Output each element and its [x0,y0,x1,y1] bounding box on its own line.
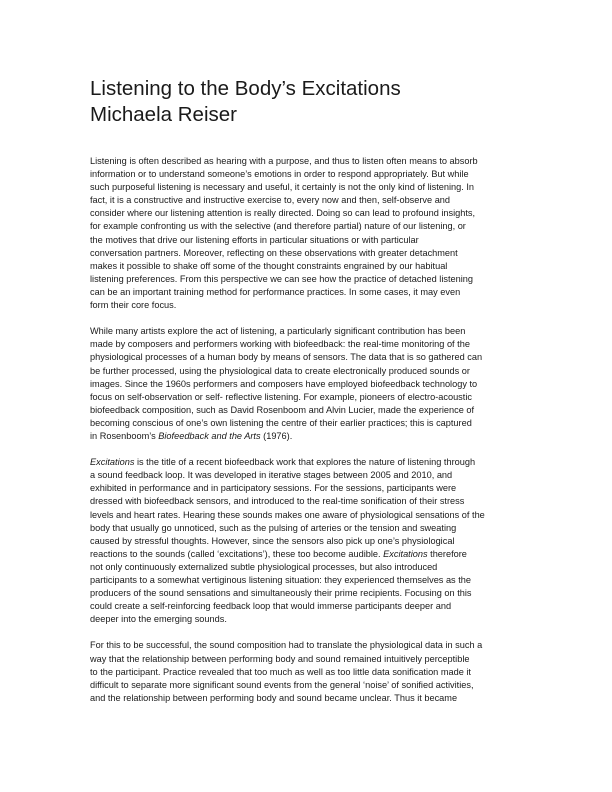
text-line [90,639,530,652]
text-line [90,417,530,430]
text-run: such purposeful listening is necessary and useful, it certainly is not the only kind of listening. In [90,182,475,193]
text-run: deeper into the emerging sounds. [90,614,227,625]
text-run: levels and heart rates. Hearing these sounds makes one aware of physiological sensations of the [90,509,485,520]
text-run: exhibited in performance and in participatory sessions. For the sessions, participants were [90,483,457,494]
text-run: difficult to separate more significant sound events from the general ‘noise’ of sonified activities, [90,679,474,690]
text-run: in Rosenboom’s [90,430,159,441]
text-line [90,495,530,508]
text-line [90,391,530,404]
text-line [90,561,530,574]
text-run: information or to understand someone’s emotions in order to respond appropriately. But while [90,169,469,180]
text-run: dressed with biofeedback sensors, and introduced to the real-time sonification of their stress [90,496,465,507]
text-run: to the participant. Practice revealed that too much as well as too little data sonification made it [90,666,471,677]
text-line [90,260,530,273]
paragraph [90,456,530,626]
text-run: biofeedback composition, such as David Rosenboom and Alvin Lucier, made the experience of [90,404,475,415]
italic-text: Excitations [383,548,428,559]
text-run: producers of the sound sensations and simultaneously their prime recipients. Focusing on this [90,588,472,599]
text-line [90,168,530,181]
text-line [90,378,530,391]
text-line [90,548,530,561]
text-run: images. Since the 1960s performers and composers have employed biofeedback technology to [90,378,478,389]
text-line [90,155,530,168]
text-line [90,509,530,522]
text-line [90,469,530,482]
text-line [90,325,530,338]
body-text [90,155,530,718]
text-run: physiological processes of a human body by means of sensors. The data that is so gathered can [90,352,483,363]
text-line [90,365,530,378]
text-run: becoming conscious of one’s own listening the centre of their earlier practices; this is captured [90,417,472,428]
text-line [90,430,530,443]
text-run: participants to a somewhat vertiginous listening situation: they experienced themselves as the [90,575,471,585]
text-line [90,574,530,587]
text-run: way that the relationship between performing body and sound remained intuitively perceptible [90,653,470,664]
text-line [90,181,530,194]
text-line [90,286,530,299]
text-line [90,247,530,260]
text-run: makes it possible to shake off some of the thought constraints engrained by our habitual [90,260,448,271]
italic-text: Excitations [90,457,135,468]
text-line [90,587,530,600]
text-line [90,234,530,247]
text-run: not only continuously externalized subtle physiological processes, but also introduced [90,561,438,572]
text-run: the motives that drive our listening efforts in particular situations or with particular [90,234,419,245]
text-run: For this to be successful, the sound composition had to translate the physiological data in such a [90,640,483,651]
text-line [90,535,530,548]
text-line [90,194,530,207]
text-run: reactions to the sounds (called ‘excitations’), these too become audible. [90,548,384,559]
text-run: consider where our listening attention is really directed. Doing so can lead to profound insights, [90,208,476,219]
text-run: and the relationship between performing body and sound became unclear. Thus it became [90,692,458,703]
text-line [90,613,530,626]
italic-text: Biofeedback and the Arts [158,430,261,441]
text-run: therefore [427,548,467,559]
text-run: focus on self-observation or self- reflective listening. For example, pioneers of electro-acoustic [90,391,472,402]
text-line [90,653,530,666]
text-line [90,351,530,364]
text-run: could create a self-reinforcing feedback loop that would immerse participants deeper and [90,601,452,612]
text-run: a sound feedback loop. It was developed in iterative stages between 2005 and 2010, and [90,470,453,481]
text-line [90,679,530,692]
text-line [90,338,530,351]
text-line [90,482,530,495]
text-line [90,692,530,705]
text-run: form their core focus. [90,300,177,311]
text-line [90,404,530,417]
text-line [90,273,530,286]
text-run: fact, it is a constructive and instructive exercise to, every now and then, self-observe and [90,195,451,206]
text-run: body that usually go unnoticed, such as the pulsing of arteries or the tension and sweating [90,522,457,533]
text-run: Listening is often described as hearing with a purpose, and thus to listen often means to absorb [90,156,478,166]
text-line [90,522,530,535]
text-line [90,299,530,312]
text-run: is the title of a recent biofeedback work that explores the nature of listening through [134,457,476,468]
text-run: conversation partners. Moreover, reflecting on these observations with greater detachment [90,247,458,258]
text-run: (1976). [260,430,293,441]
title-block [90,76,530,128]
text-line [90,220,530,233]
text-run: be further processed, using the physiological data to create electronically produced sounds or [90,365,470,376]
text-line [90,456,530,469]
author-name: Michaela Reiser [90,103,237,126]
paragraph [90,639,530,704]
text-run: While many artists explore the act of listening, a particularly significant contribution has been [90,326,466,337]
text-line [90,207,530,220]
text-line [90,600,530,613]
text-run: caused by stressful thoughts. However, since the sensors also pick up one’s physiological [90,535,455,546]
text-run: listening preferences. From this perspective we can see how the practice of detached listening [90,273,474,284]
paragraph [90,325,530,443]
text-run: made by composers and performers working with biofeedback: the real-time monitoring of the [90,339,470,350]
text-run: for example confronting us with the selective (and therefore partial) nature of our listening, or [90,221,466,232]
document-title: Listening to the Body’s Excitations [90,77,401,100]
text-run: can be an important training method for performance practices. In some cases, it may even [90,286,461,297]
paragraph [90,155,530,312]
text-line [90,666,530,679]
